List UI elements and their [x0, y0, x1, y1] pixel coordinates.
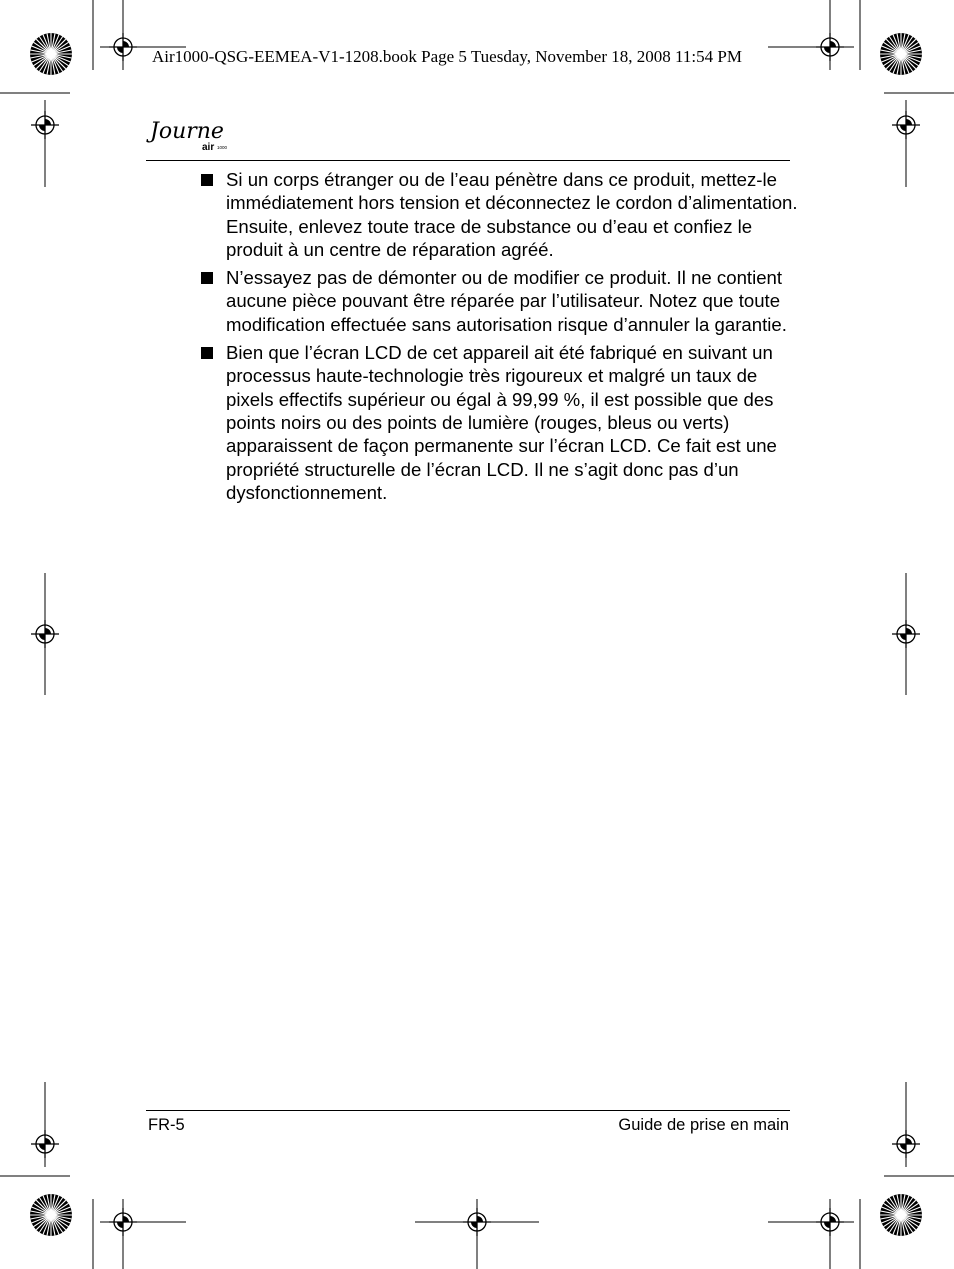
square-bullet-icon	[201, 347, 213, 359]
bullet-item	[198, 266, 798, 336]
starburst-target-icon	[880, 1194, 922, 1236]
starburst-target-icon	[30, 1194, 72, 1236]
footer-rule	[146, 1110, 790, 1111]
square-bullet-icon	[201, 174, 213, 186]
registration-mark-icon	[31, 1130, 59, 1158]
footer-guide-title: Guide de prise en main	[618, 1116, 789, 1134]
bullet-list	[198, 168, 798, 509]
registration-mark-icon	[109, 33, 137, 61]
bullet-text: N’essayez pas de démonter ou de modifier ce produit. Il ne contient aucune pièce pouvant être réparée par l’utilisateur. Notez que toute modification effectuée sans autorisation risque d’annuler la garantie.	[226, 267, 787, 335]
print-slug: Air1000-QSG-EEMEA-V1-1208.book Page 5 Tuesday, November 18, 2008 11:54 PM	[152, 47, 742, 66]
registration-mark-icon	[816, 1208, 844, 1236]
starburst-target-icon	[30, 33, 72, 75]
bullet-text: Bien que l’écran LCD de cet appareil ait été fabriqué en suivant un processus haute-technologie très rigoureux et malgré un taux de pixels effectifs supérieur ou égal à 99,99 %, il est possible que des points noirs ou des points de lumière (rouges, bleus ou verts) apparaissent de façon permanente sur l’écran LCD. Ce fait est une propriété structurelle de l’écran LCD. Il ne s’agit donc pas d’un dysfonctionnement.	[226, 342, 777, 503]
bullet-item	[198, 168, 798, 261]
bullet-item	[198, 341, 798, 504]
registration-mark-icon	[816, 33, 844, 61]
registration-mark-icon	[892, 620, 920, 648]
footer-page-number: FR-5	[148, 1116, 185, 1134]
journe-logo-icon	[146, 112, 236, 162]
journe-air-logo	[146, 112, 236, 162]
logo-model-text: 1000	[217, 145, 228, 150]
logo-script-text: Journe	[150, 119, 224, 144]
registration-mark-icon	[109, 1208, 137, 1236]
registration-mark-icon	[31, 620, 59, 648]
starburst-target-icon	[880, 33, 922, 75]
bullet-text: Si un corps étranger ou de l’eau pénètre dans ce produit, mettez-le immédiatement hors tension et déconnectez le cordon d’alimentation. Ensuite, enlevez toute trace de substance ou d’eau et confiez le produit à un centre de réparation agréé.	[226, 169, 798, 260]
header-rule	[146, 160, 790, 161]
registration-mark-icon	[31, 111, 59, 139]
registration-mark-icon	[892, 111, 920, 139]
registration-mark-icon	[463, 1208, 491, 1236]
registration-mark-icon	[892, 1130, 920, 1158]
logo-air-text: air	[202, 142, 215, 153]
square-bullet-icon	[201, 272, 213, 284]
